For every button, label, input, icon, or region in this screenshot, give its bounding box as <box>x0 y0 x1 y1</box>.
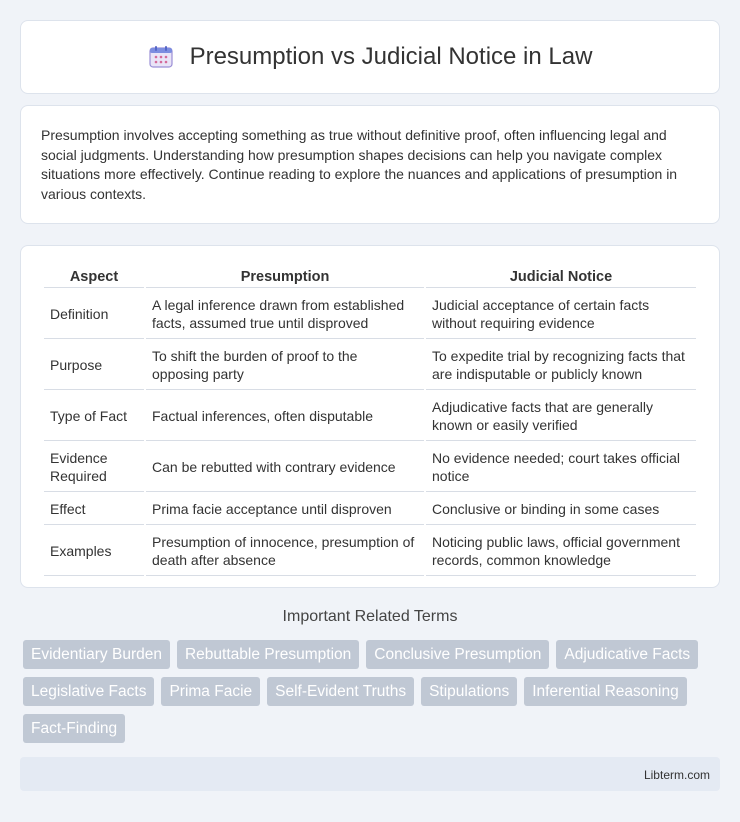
row-presumption: Presumption of innocence, presumption of death after absence <box>146 527 424 576</box>
row-judicial-notice: No evidence needed; court takes official notice <box>426 443 696 492</box>
tag-evidentiary-burden[interactable]: Evidentiary Burden <box>23 640 170 669</box>
tag-adjudicative-facts[interactable]: Adjudicative Facts <box>556 640 698 669</box>
row-judicial-notice: To expedite trial by recognizing facts that are indisputable or publicly known <box>426 341 696 390</box>
tag-rebuttable-presumption[interactable]: Rebuttable Presumption <box>177 640 359 669</box>
comparison-table <box>42 264 698 578</box>
row-presumption: Prima facie acceptance until disproven <box>146 494 424 525</box>
table-row <box>44 494 696 525</box>
row-judicial-notice: Judicial acceptance of certain facts without requiring evidence <box>426 290 696 339</box>
tag-conclusive-presumption[interactable]: Conclusive Presumption <box>366 640 549 669</box>
intro-text: Presumption involves accepting something as true without definitive proof, often influencing legal and social judgments. Understanding how presumption shapes decisions can help you navigate complex situations more effectively. Continue reading to explore the nuances and applications of presumption in various contexts. <box>41 127 678 202</box>
row-presumption: To shift the burden of proof to the opposing party <box>146 341 424 390</box>
header-judicial-notice: Judicial Notice <box>426 266 696 288</box>
row-judicial-notice: Noticing public laws, official government records, common knowledge <box>426 527 696 576</box>
row-aspect: Purpose <box>44 341 144 390</box>
title-card <box>20 20 720 94</box>
row-judicial-notice: Conclusive or binding in some cases <box>426 494 696 525</box>
tag-legislative-facts[interactable]: Legislative Facts <box>23 677 154 706</box>
table-header-row <box>44 266 696 288</box>
table-row <box>44 392 696 441</box>
tag-inferential-reasoning[interactable]: Inferential Reasoning <box>524 677 687 706</box>
row-aspect: Definition <box>44 290 144 339</box>
intro-card <box>20 105 720 224</box>
header-aspect: Aspect <box>44 266 144 288</box>
table-row <box>44 527 696 576</box>
calendar-icon <box>148 45 174 69</box>
related-terms-title: Important Related Terms <box>282 608 458 625</box>
tag-prima-facie[interactable]: Prima Facie <box>161 677 260 706</box>
footer <box>20 757 720 791</box>
tag-fact-finding[interactable]: Fact-Finding <box>23 714 125 743</box>
table-row <box>44 443 696 492</box>
row-aspect: Effect <box>44 494 144 525</box>
comparison-table-card <box>20 245 720 588</box>
row-presumption: A legal inference drawn from established facts, assumed true until disproved <box>146 290 424 339</box>
row-judicial-notice: Adjudicative facts that are generally known or easily verified <box>426 392 696 441</box>
page-title: Presumption vs Judicial Notice in Law <box>189 43 593 70</box>
row-aspect: Type of Fact <box>44 392 144 441</box>
footer-brand-link[interactable]: Libterm.com <box>643 768 710 782</box>
tag-self-evident-truths[interactable]: Self-Evident Truths <box>267 677 414 706</box>
table-row <box>44 290 696 339</box>
row-presumption: Can be rebutted with contrary evidence <box>146 443 424 492</box>
row-presumption: Factual inferences, often disputable <box>146 392 424 441</box>
table-row <box>44 341 696 390</box>
header-presumption: Presumption <box>146 266 424 288</box>
row-aspect: Evidence Required <box>44 443 144 492</box>
tag-stipulations[interactable]: Stipulations <box>421 677 517 706</box>
row-aspect: Examples <box>44 527 144 576</box>
related-terms-list <box>23 640 723 751</box>
